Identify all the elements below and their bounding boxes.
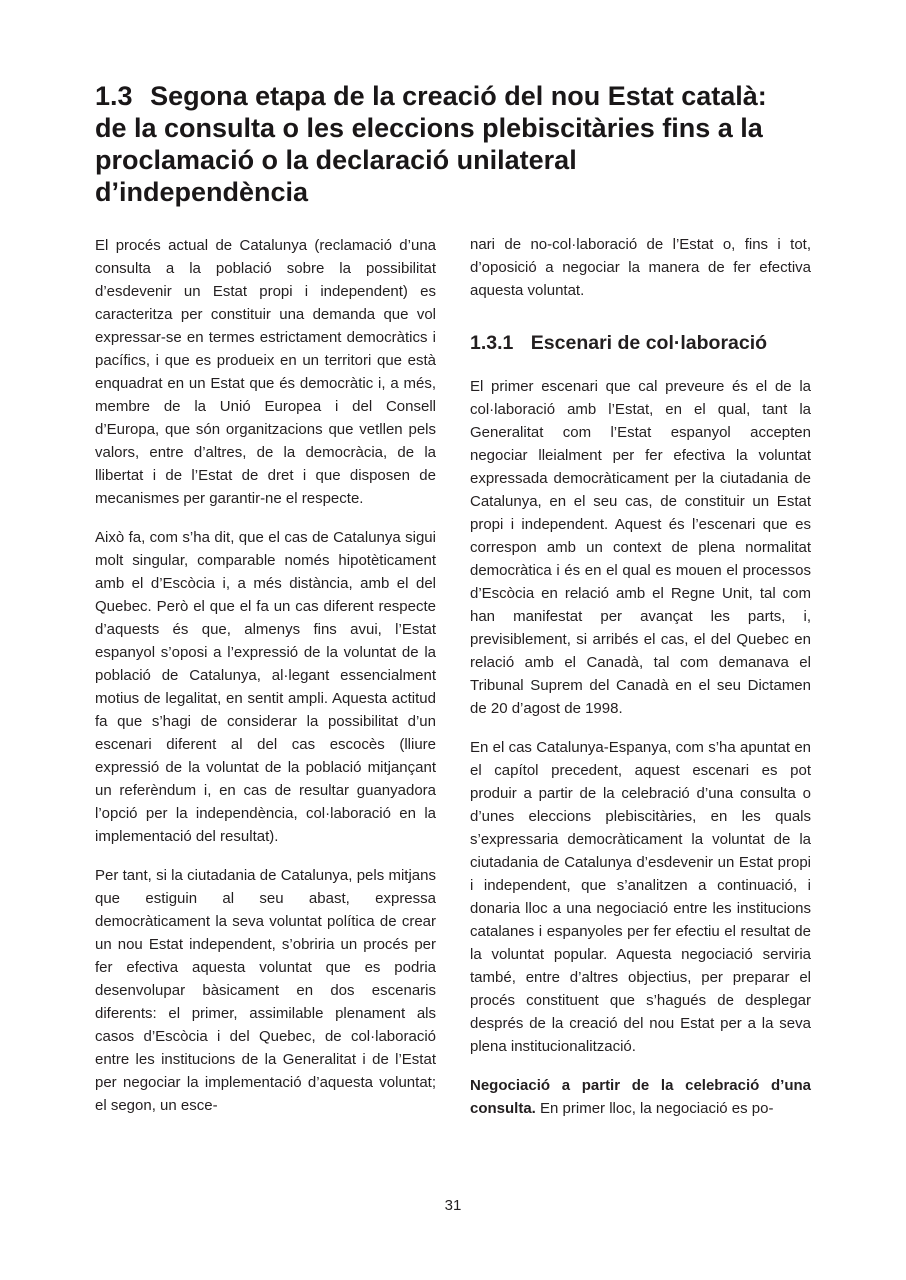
paragraph-text: En primer lloc, la negociació es po- [540, 1100, 774, 1117]
paragraph: Això fa, com s’ha dit, que el cas de Catalunya sigui molt singular, comparable només hipotèticament amb el d’Escòcia i, a més distància, amb el del Quebec. Però el que el fa un cas diferent respecte d’aquests és que, almenys fins avui, l’Estat espanyol s’oposi a l’expressió de la voluntat de la població de Catalunya, al·legant essencialment motius de legalitat, en sentit ampli. Aquesta actitud fa que s’hagi de considerar la possibilitat d’un escenari diferent al del cas escocès (lliure expressió de la voluntat de la població mitjançant un referèndum i, en cas de resultar guanyadora l’opció per la independència, col·laboració en la implementació del resultat). [95, 529, 436, 845]
left-column [95, 234, 436, 1133]
paragraph: El primer escenari que cal preveure és el de la col·laboració amb l’Estat, en el qual, tant la Generalitat com l’Estat espanyol accepten negociar lleialment per fer efectiva la voluntat expressada democràticament per la ciutadania de Catalunya, en el seu cas, de constituir un Estat propi i independent. Aquest és l’escenari que es correspon amb un context de plena normalitat democràtica i és en el qual es mouen el processos d’Escòcia en relació amb el Regne Unit, tal com han manifestat per avançat les parts, i, previsiblement, si arribés el cas, el del Quebec en relació amb el Canadà, tal com demanava el Tribunal Suprem del Canadà en el seu Dictamen de 20 d’agost de 1998. [470, 378, 811, 717]
paragraph: El procés actual de Catalunya (reclamació d’una consulta a la població sobre la possibilitat d’esdevenir un Estat propi i independent) es caracteritza per constituir una demanda que vol expressar-se en termes estrictament democràtics i pacífics, i que es produeix en un territori que està enquadrat en un Estat que és democràtic i, a més, membre de la Unió Europea i del Consell d’Europa, que són organitzacions que vetllen pels valors, entre d’altres, de la democràcia, de la llibertat i de l’Estat de dret i que disposen de mecanismes per garantir-ne el respecte. [95, 237, 436, 507]
section-title-text: Segona etapa de la creació del nou Estat català: de la consulta o les eleccions plebiscitàries fins a la proclamació o la declaració unilateral d’independència [95, 81, 767, 207]
subsection-number: 1.3.1 [470, 332, 514, 354]
subsection-title-text: Escenari de col·laboració [530, 332, 768, 354]
right-column [470, 233, 811, 1136]
section-number: 1.3 [95, 81, 133, 111]
paragraph [470, 1074, 811, 1120]
paragraph: Per tant, si la ciutadania de Catalunya, pels mitjans que estiguin al seu abast, expressa democràticament la seva voluntat política de crear un nou Estat independent, s’obriria un procés per fer efectiva aquesta voluntat que es podria desenvolupar bàsicament en dos escenaris diferents: el primer, assimilable plenament als casos d’Escòcia i del Quebec, de col·laboració entre les institucions de la Generalitat i de l’Estat per negociar la implementació d’aquesta voluntat; el segon, un esce- [95, 867, 436, 1114]
section-title [95, 80, 795, 208]
paragraph: En el cas Catalunya-Espanya, com s’ha apuntat en el capítol precedent, aquest escenari es pot produir a partir de la celebració d’una consulta o d’unes eleccions plebiscitàries, en les quals s’expressaria democràticament la voluntat de la ciutadania de Catalunya d’esdevenir un Estat propi i independent, que s’analitzen a continuació, i donaria lloc a una negociació entre les institucions catalanes i espanyoles per fer efectiu el resultat de la voluntat popular. Aquesta negociació serviria també, entre d’altres objectius, per preparar el procés constituent que s’hagués de desplegar després de la creació del nou Estat per a la seva plena institucionalització. [470, 739, 811, 1055]
paragraph: nari de no-col·laboració de l’Estat o, fins i tot, d’oposició a negociar la manera de fer efectiva aquesta voluntat. [470, 236, 811, 299]
subsection-title [470, 330, 811, 356]
paragraph-lead: Negociació a partir de la celebració d’una consulta. [470, 1077, 811, 1117]
page-number: 31 [444, 1197, 462, 1214]
